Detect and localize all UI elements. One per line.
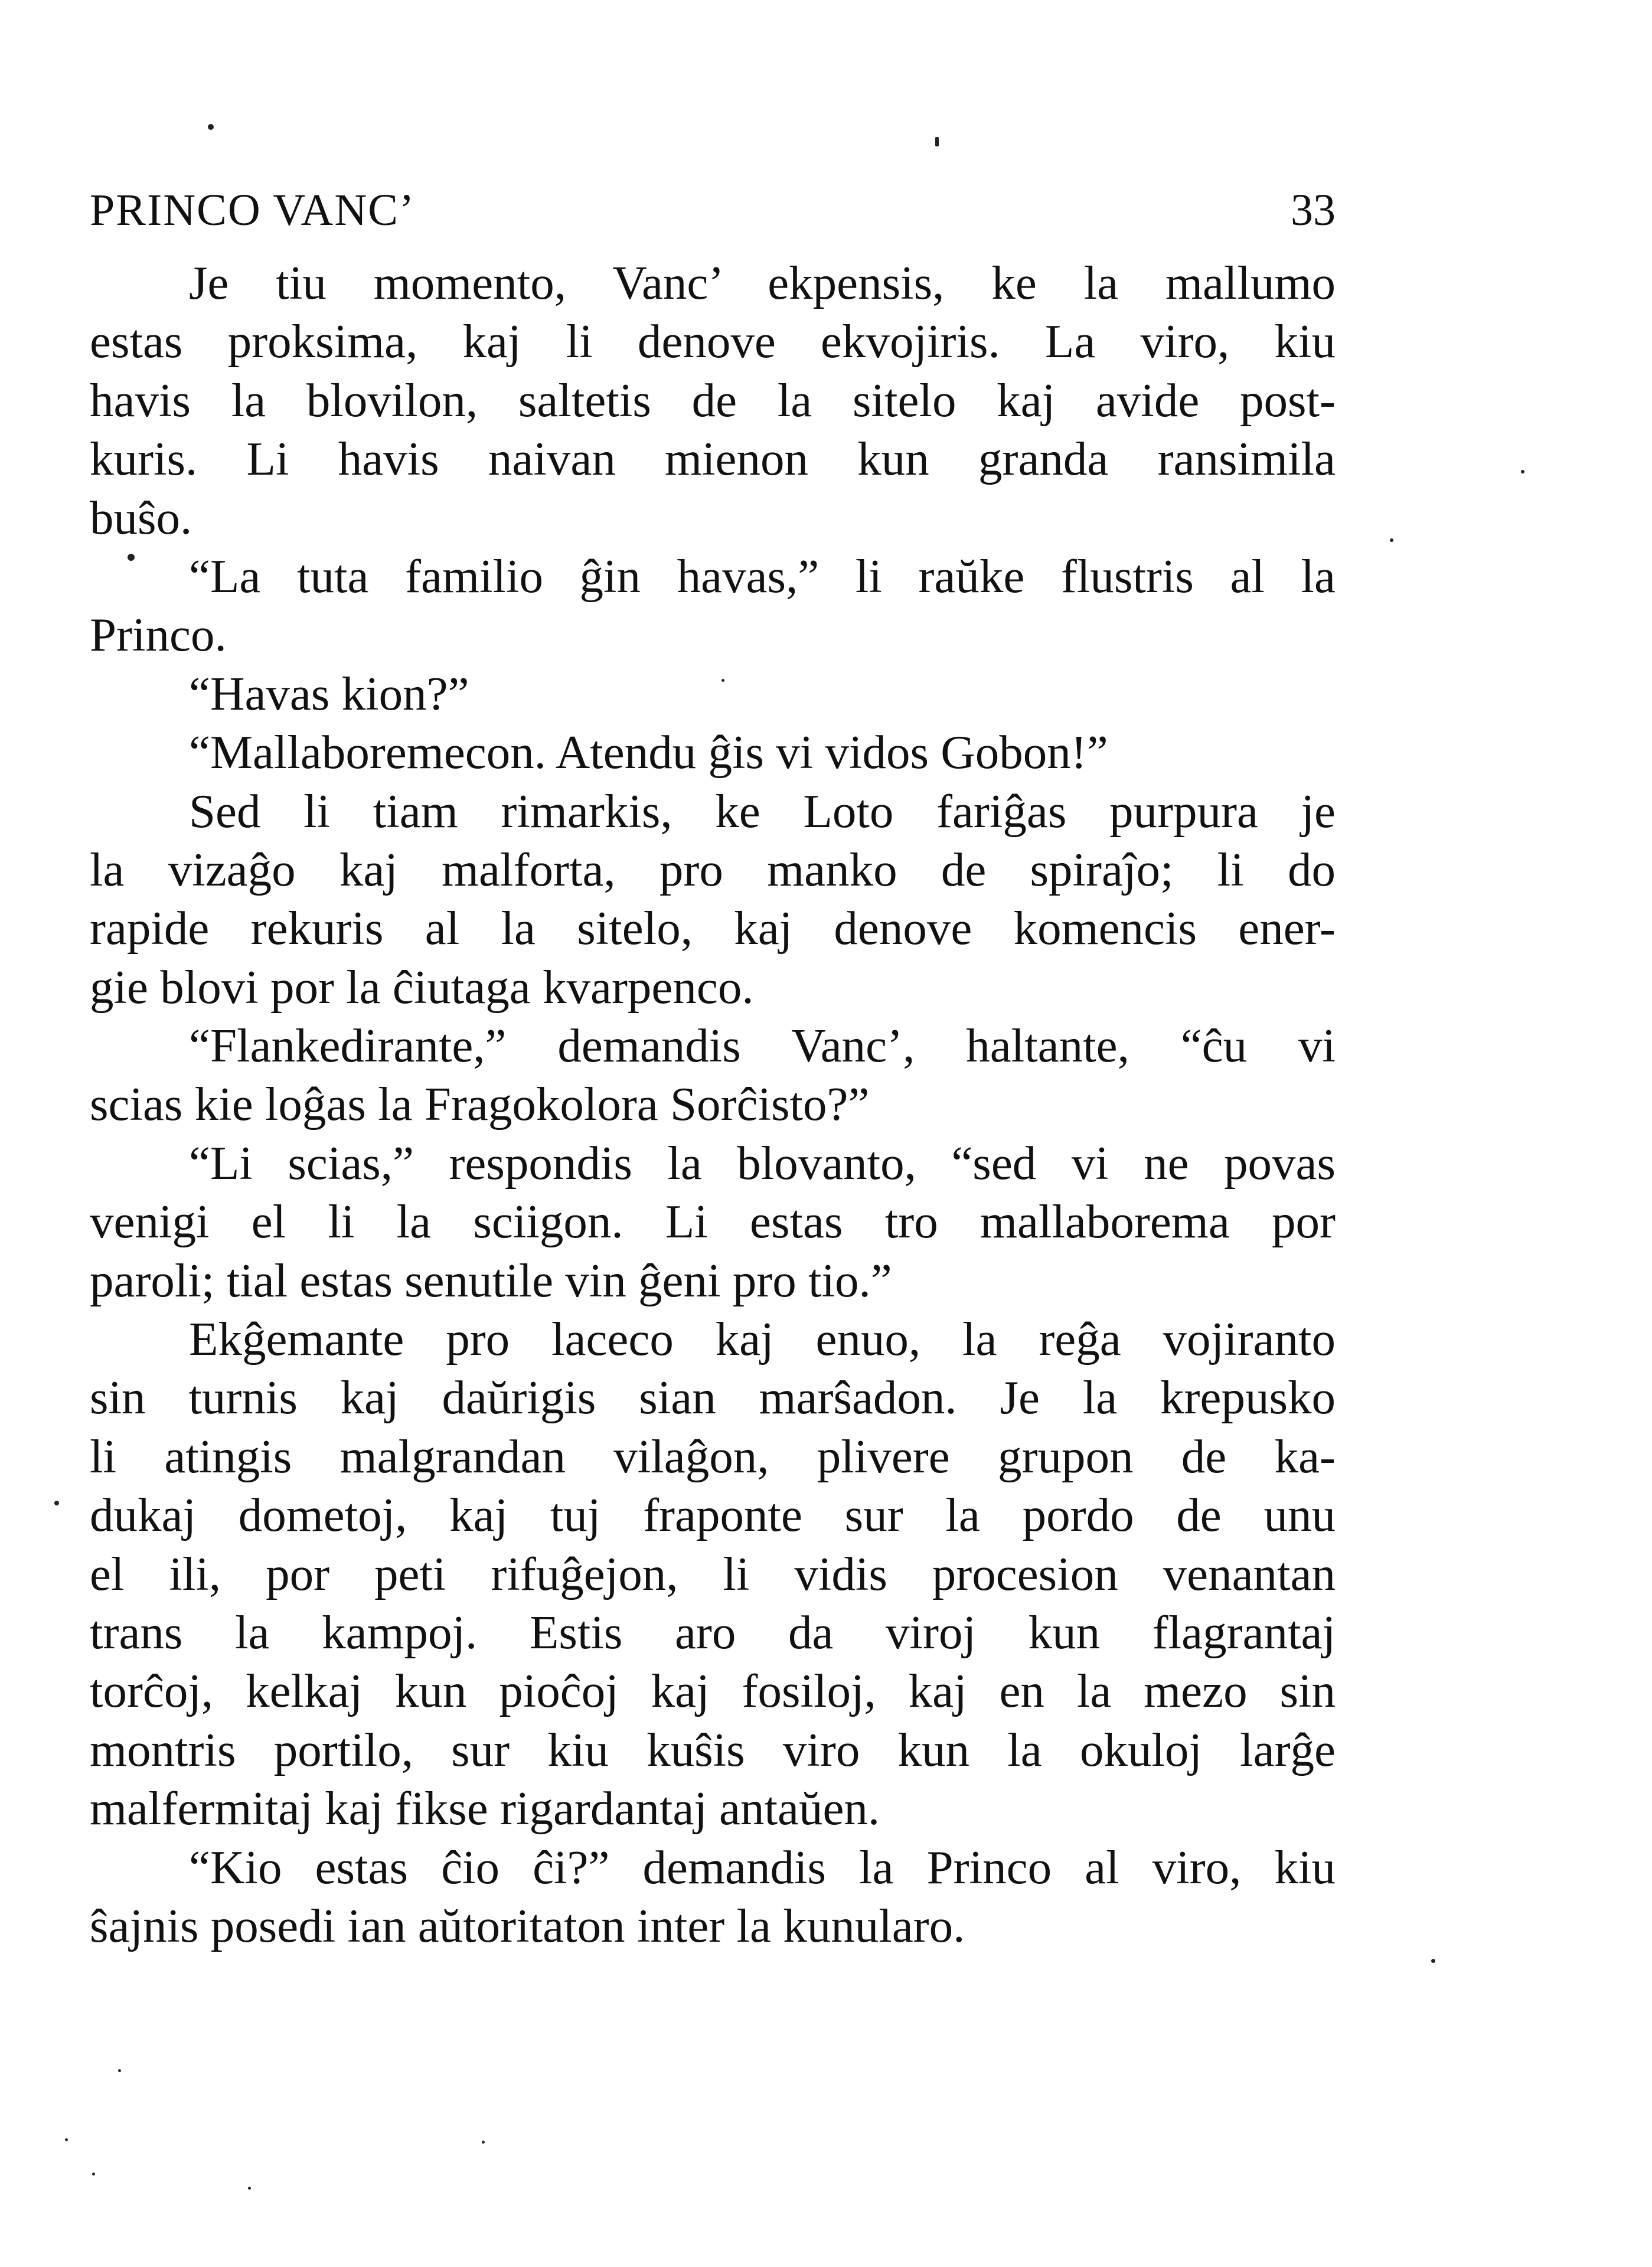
text-line: rapide rekuris al la sitelo, kaj denove komencis ener- (90, 901, 1336, 955)
text-line: paroli; tial estas senutile vin ĝeni pro tio.” (90, 1253, 892, 1307)
text-line: scias kie loĝas la Fragokolora Sorĉisto?” (90, 1077, 870, 1131)
text-line: estas proksima, kaj li denove ekvojiris. La viro, kiu (90, 315, 1336, 368)
text-line: dukaj dometoj, kaj tuj fraponte sur la pordo de unu (90, 1488, 1336, 1542)
scan-speck (1521, 470, 1524, 473)
scan-speck (65, 2138, 68, 2141)
text-line: Princo. (90, 608, 227, 662)
scan-speck (935, 137, 939, 146)
scan-speck (248, 2187, 251, 2190)
scan-speck (1390, 538, 1393, 542)
text-line: havis la blovilon, saltetis de la sitelo kaj avide post- (90, 373, 1336, 427)
text-line: montris portilo, sur kiu kuŝis viro kun la okuloj larĝe (90, 1723, 1336, 1776)
text-line: trans la kampoj. Estis aro da viroj kun flagrantaj (90, 1605, 1336, 1659)
text-line: el ili, por peti rifuĝejon, li vidis procesion venantan (90, 1547, 1336, 1600)
text-line: “Li scias,” respondis la blovanto, “sed vi ne povas (189, 1136, 1336, 1190)
text-line: venigi el li la sciigon. Li estas tro mallaborema por (90, 1195, 1336, 1249)
text-line: “Kio estas ĉio ĉi?” demandis la Princo al viro, kiu (189, 1840, 1336, 1894)
scan-speck (128, 554, 135, 561)
text-line: li atingis malgrandan vilaĝon, plivere grupon de ka- (90, 1429, 1336, 1483)
text-line: “Havas kion?” (189, 667, 469, 720)
text-line: “Flankedirante,” demandis Vanc’, haltante, “ĉu vi (189, 1019, 1336, 1073)
text-line: Je tiu momento, Vanc’ ekpensis, ke la mallumo (189, 256, 1336, 309)
body-text (90, 254, 1336, 1955)
text-line: ŝajnis posedi ian aŭtoritaton inter la kunularo. (90, 1899, 965, 1952)
scan-speck (208, 124, 214, 130)
text-line: torĉoj, kelkaj kun pioĉoj kaj fosiloj, kaj en la mezo sin (90, 1664, 1336, 1718)
scan-speck (92, 2173, 95, 2175)
scan-speck (721, 679, 724, 682)
text-line: buŝo. (90, 491, 192, 544)
text-line: Sed li tiam rimarkis, ke Loto fariĝas purpura je (189, 784, 1336, 838)
running-title: PRINCO VANC’ (90, 185, 416, 235)
text-line: sin turnis kaj daŭrigis sian marŝadon. Je la krepusko (90, 1371, 1336, 1425)
running-head (90, 175, 1336, 246)
text-line: “Mallaboremecon. Atendu ĝis vi vidos Gobon!” (189, 726, 1108, 779)
text-line: gie blovi por la ĉiutaga kvarpenco. (90, 960, 754, 1014)
text-line: malfermitaj kaj fikse rigardantaj antaŭen. (90, 1782, 880, 1835)
text-line: Ekĝemante pro laceco kaj enuo, la reĝa vojiranto (189, 1312, 1336, 1366)
text-line: kuris. Li havis naivan mienon kun granda ransimila (90, 432, 1336, 486)
scan-speck (54, 1501, 59, 1505)
scan-speck (1431, 1959, 1435, 1963)
text-line: la vizaĝo kaj malforta, pro manko de spiraĵo; li do (90, 842, 1336, 896)
page-number: 33 (1291, 185, 1336, 235)
scan-speck (482, 2141, 485, 2144)
scan-speck (118, 2069, 121, 2072)
text-line: “La tuta familio ĝin havas,” li raŭke flustris al la (189, 549, 1336, 603)
